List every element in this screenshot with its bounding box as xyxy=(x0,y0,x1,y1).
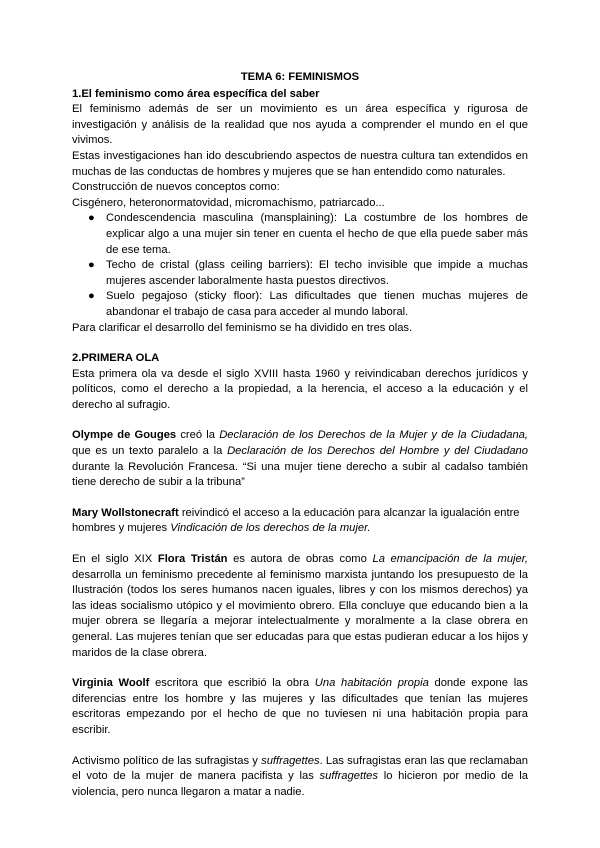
section-1-paragraph-3: Construcción de nuevos conceptos como: xyxy=(72,181,280,194)
section-2-heading: 2.PRIMERA OLA xyxy=(72,352,160,365)
bullet-text: Condescendencia masculina (mansplaining): La costumbre de los hombres de explicar algo a una mujer sin tener en cuenta el hecho de que ella puede saber más de ese tema. xyxy=(106,212,528,256)
bullet-icon: ● xyxy=(88,290,95,303)
virginia-text-1: escritora que escribió la obra xyxy=(149,677,315,690)
spacer xyxy=(72,739,528,754)
spacer xyxy=(72,661,528,676)
flora-work: La emancipación de la mujer, xyxy=(372,553,528,566)
virginia-paragraph xyxy=(72,676,528,738)
activismo-text-1: Activismo político de las sufragistas y xyxy=(72,754,262,767)
activismo-text-3: lo hicieron por medio de la violencia, pero nunca llegaron a matar a nadie. xyxy=(72,770,529,798)
virginia-work: Una habitación propia xyxy=(314,677,429,690)
section-1-paragraph-1: El feminismo además de ser un movimiento es un área específica y rigurosa de investigación y análisis de la realidad que nos ayuda a comprender el mundo en el que vivimos. xyxy=(72,103,528,147)
olympe-text-2: que es un texto paralelo a la xyxy=(72,445,228,458)
activismo-text-2: . Las sufragistas eran las que reclamaban el voto de la mujer de manera pacifista y las xyxy=(72,754,528,783)
concepts-bullet-list xyxy=(72,211,528,320)
section-1-paragraph-2: Estas investigaciones han ido descubriendo aspectos de nuestra cultura tan extendidos en muchas de las conductas de hombres y mujeres que se han entendido como naturales. xyxy=(72,149,528,178)
section-1-concepts-list: Cisgénero, heteronormatovidad, micromachismo, patriarcado... xyxy=(72,196,385,209)
mary-paragraph xyxy=(72,506,528,537)
section-2-intro: Esta primera ola va desde el siglo XVIII hasta 1960 y reivindicaban derechos jurídicos y políticos, como el derecho a la propiedad, a la herencia, el acceso a la educación y el derecho al sufragio. xyxy=(72,367,528,411)
mary-text-1: reivindicó el acceso a la educación para alcanzar la igualación entre hombres y mujeres xyxy=(72,506,520,535)
flora-paragraph xyxy=(72,552,528,661)
olympe-work-1: Declaración de los Derechos de la Mujer y de la Ciudadana, xyxy=(219,429,528,442)
olympe-paragraph xyxy=(72,428,528,490)
olympe-text-3: durante la Revolución Francesa. “Si una mujer tiene derecho a subir al cadalso también tiene derecho de subir a la tribuna” xyxy=(72,460,528,489)
flora-text-2: desarrolla un feminismo precedente al feminismo marxista juntando los presupuesto de la Ilustración (todos los seres humanos nacen iguales, libres y con los mismos derechos) ya las ideas socialismo utópico y el movimiento obrero. Ella concluye que educando bien a la mujer obrera se llegaría a mejorar intelectualmente y moralmente a la clase obrera en general. Las mujeres tenían que ser educadas para que estas pudieran educar a los hijos y maridos de la clase obrera. xyxy=(72,568,528,659)
activismo-paragraph xyxy=(72,754,528,801)
bullet-item-sticky-floor xyxy=(88,289,528,320)
section-1-heading: 1.El feminismo como área específica del saber xyxy=(72,87,320,100)
page-title: TEMA 6: FEMINISMOS xyxy=(240,71,360,83)
olympe-work-2: Declaración de los Derechos del Hombre y del Ciudadano xyxy=(227,445,528,458)
spacer xyxy=(72,336,528,351)
virginia-text-2: donde expone las diferencias entre los hombre y las mujeres y las dificultades que tenían las mujeres escritoras empezando por el hecho de que no tuviesen ni una habitación propia para escribir. xyxy=(72,677,528,736)
bullet-text: Techo de cristal (glass ceiling barriers): El techo invisible que impide a muchas mujeres ascender laboralmente hasta puestos directivos. xyxy=(106,259,528,287)
bullet-item-glass-ceiling xyxy=(88,258,528,289)
olympe-name: Olympe de Gouges xyxy=(72,429,177,442)
document-body xyxy=(72,70,528,800)
flora-name: Flora Tristán xyxy=(157,553,228,566)
flora-text-0: En el siglo XIX xyxy=(72,553,158,566)
section-1-paragraph-5: Para clarificar el desarrollo del feminismo se ha dividido en tres olas. xyxy=(72,321,413,334)
mary-name: Mary Wollstonecraft xyxy=(72,506,179,519)
spacer xyxy=(72,413,528,428)
bullet-item-mansplaining xyxy=(88,211,528,258)
spacer xyxy=(72,537,528,552)
bullet-text: Suelo pegajoso (sticky floor): Las dificultades que tienen muchas mujeres de abandonar el trabajo de casa para acceder al mundo laboral. xyxy=(106,290,528,318)
olympe-text-1: creó la xyxy=(176,429,220,442)
virginia-name: Virginia Woolf xyxy=(72,677,150,690)
spacer xyxy=(72,491,528,506)
bullet-icon: ● xyxy=(88,212,95,225)
flora-text-1: es autora de obras como xyxy=(227,553,373,566)
mary-work: Vindicación de los derechos de la mujer. xyxy=(170,522,371,535)
activismo-term-2: suffragettes xyxy=(319,770,378,783)
activismo-term-1: suffragettes xyxy=(261,754,320,767)
bullet-icon: ● xyxy=(88,259,95,272)
